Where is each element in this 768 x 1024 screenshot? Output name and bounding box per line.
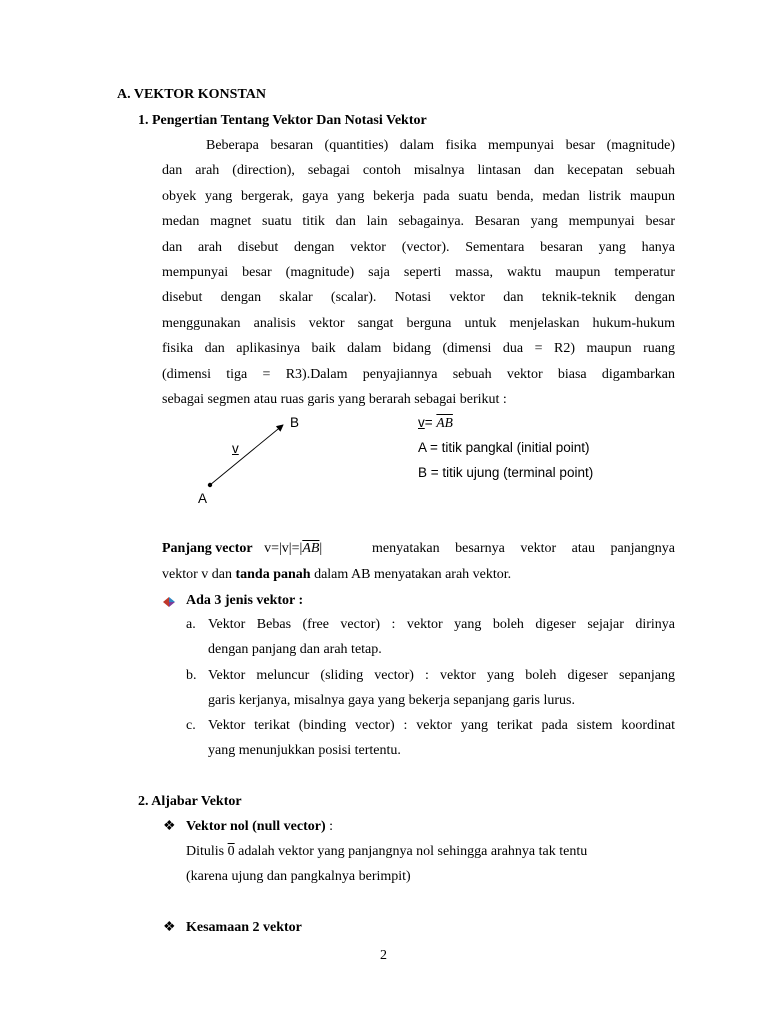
paragraph-line: (dimensi tiga = R3).Dalam penyajiannya sebuah vektor biasa digambarkan bbox=[162, 366, 675, 382]
definition-terminal-point: B = titik ujung (terminal point) bbox=[418, 465, 594, 480]
paragraph-line: disebut dengan skalar (scalar). Notasi vektor dan teknik-teknik dengan bbox=[162, 290, 675, 306]
vector-arrow bbox=[210, 425, 283, 485]
diamond-bullet-icon: ❖ bbox=[163, 819, 176, 834]
panjang-text: menyatakan besarnya vektor atau panjangnya bbox=[372, 541, 675, 556]
list-line: Vektor meluncur (sliding vector) : vektor yang boleh digeser sepanjang bbox=[208, 668, 675, 683]
list-line: garis kerjanya, misalnya gaya yang bekerja sepanjang garis lurus. bbox=[208, 693, 575, 709]
kesamaan-title: Kesamaan 2 vektor bbox=[186, 920, 302, 935]
diamond-bullet-icon: ❖ bbox=[163, 920, 176, 935]
null-vector-line-1 bbox=[186, 844, 587, 860]
list-marker-b: b. bbox=[186, 668, 197, 683]
initial-point-dot bbox=[208, 483, 212, 487]
intro-paragraph bbox=[162, 133, 675, 412]
paragraph-line: mempunyai besar (magnitude) saja seperti massa, waktu maupun temperatur bbox=[162, 264, 675, 280]
definition-initial-point: A = titik pangkal (initial point) bbox=[418, 440, 590, 455]
null-vector-title: Vektor nol (null vector) bbox=[186, 819, 326, 834]
paragraph-line: menggunakan analisis vektor sangat berguna untuk menjelaskan hukum-hukum bbox=[162, 315, 675, 331]
text-span: vektor v dan bbox=[162, 567, 236, 582]
section-2-title: 2. Aljabar Vektor bbox=[138, 794, 242, 809]
formula-part: |=| bbox=[288, 541, 303, 556]
null-vector-symbol: 0 bbox=[227, 844, 235, 859]
list-line: Vektor terikat (binding vector) : vektor yang terikat pada sistem koordinat bbox=[208, 718, 675, 733]
section-1-title: 1. Pengertian Tentang Vektor Dan Notasi Vektor bbox=[138, 113, 427, 128]
point-a-label: A bbox=[198, 491, 208, 506]
text-span: Ditulis bbox=[186, 844, 228, 859]
eq-v: v bbox=[418, 415, 425, 430]
list-item-binding-vector bbox=[208, 713, 675, 764]
null-vector-line-2: (karena ujung dan pangkalnya berimpit) bbox=[186, 869, 411, 884]
list-line: Vektor Bebas (free vector) : vektor yang boleh digeser sejajar dirinya bbox=[208, 617, 675, 632]
text-span: adalah vektor yang panjangnya nol sehingga arahnya tak tentu bbox=[234, 844, 588, 859]
formula-part: =| bbox=[271, 541, 282, 556]
list-item-free-vector bbox=[208, 612, 675, 663]
formula-ab: $\overline{AB}$ bbox=[302, 541, 320, 556]
null-vector-colon: : bbox=[325, 819, 333, 834]
paragraph-line: Beberapa besaran (quantities) dalam fisika mempunyai besar (magnitude) bbox=[206, 138, 675, 153]
colored-arrow-bullet-icon bbox=[162, 596, 176, 609]
formula-part: | bbox=[319, 541, 323, 556]
jenis-vektor-title: Ada 3 jenis vektor : bbox=[186, 593, 304, 608]
paragraph-line: medan magnet suatu titik dan lain sebagainya. Besaran yang mempunyai besar bbox=[162, 214, 675, 230]
paragraph-line: dan arah disebut dengan vektor (vector). Sementara besaran yang hanya bbox=[162, 239, 675, 255]
paragraph-line: obyek yang bergerak, gaya yang bekerja pada suatu benda, medan listrik maupun bbox=[162, 188, 675, 204]
vector-diagram bbox=[195, 415, 305, 510]
formula-part: v bbox=[281, 541, 289, 556]
panjang-line-2 bbox=[162, 567, 511, 583]
list-marker-a: a. bbox=[186, 617, 196, 632]
panjang-label: Panjang vector bbox=[162, 541, 253, 556]
list-item-sliding-vector bbox=[208, 663, 675, 714]
null-vector-heading bbox=[186, 819, 333, 835]
paragraph-line: sebagai segmen atau ruas garis yang berarah sebagai berikut : bbox=[162, 391, 507, 407]
eq-equals: = bbox=[424, 415, 437, 430]
bold-span: tanda panah bbox=[235, 567, 311, 582]
paragraph-line: dan arah (direction), sebagai contoh misalnya lintasan dan kecepatan sebuah bbox=[162, 163, 675, 179]
magnitude-formula bbox=[264, 541, 322, 556]
paragraph-line: fisika dan aplikasinya baik dalam bidang (dimensi dua = R2) maupun ruang bbox=[162, 341, 675, 357]
formula-v-arrow: v bbox=[264, 541, 272, 556]
vector-equation bbox=[418, 415, 453, 431]
text-span: dalam AB menyatakan arah vektor. bbox=[310, 567, 512, 582]
section-heading-a: A. VEKTOR KONSTAN bbox=[117, 87, 266, 102]
list-line: dengan panjang dan arah tetap. bbox=[208, 642, 382, 658]
point-b-label: B bbox=[290, 415, 300, 430]
vector-v-label: v bbox=[232, 441, 239, 456]
eq-ab: $\overline{AB}$ bbox=[436, 415, 453, 430]
list-marker-c: c. bbox=[186, 718, 196, 733]
page-number: 2 bbox=[380, 948, 387, 963]
list-line: yang menunjukkan posisi tertentu. bbox=[208, 743, 401, 759]
